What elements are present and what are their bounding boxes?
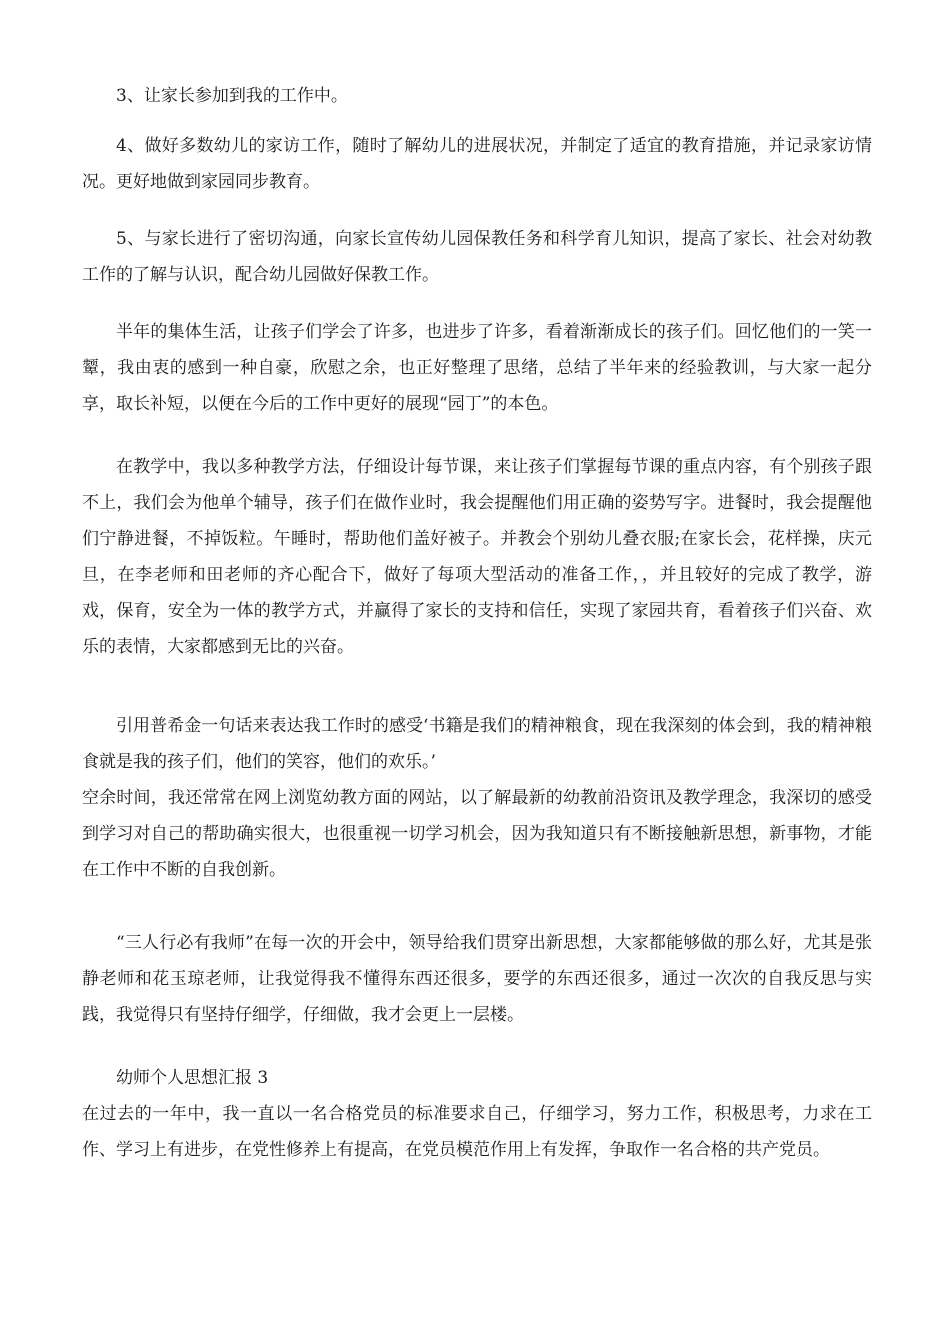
paragraph-half-year-summary: 半年的集体生活，让孩子们学会了许多，也进步了许多，看着渐渐成长的孩子们。回忆他们的一笑一颦，我由衷的感到一种自豪，欣慰之余，也正好整理了思绪，总结了半年来的经验教训，与大家一起分享，取长补短，以便在今后的工作中更好的展现“园丁”的本色。 [82,322,872,414]
paragraph-item-4: 4、做好多数幼儿的家访工作，随时了解幼儿的进展状况，并制定了适宜的教育措施，并记录家访情况。更好地做到家园同步教育。 [82,136,872,192]
paragraph-pushkin-quote: 引用普希金一句话来表达我工作时的感受‘书籍是我们的精神粮食，现在我深刻的体会到，我的精神粮食就是我的孩子们，他们的笑容，他们的欢乐。’ [82,716,872,772]
section-heading: 幼师个人思想汇报 3 [116,1068,269,1088]
paragraph-spare-time: 空余时间，我还常常在网上浏览幼教方面的网站，以了解最新的幼教前沿资讯及教学理念，我深切的感受到学习对自己的帮助确实很大，也很重视一切学习机会，因为我知道只有不断接触新思想，新事物，才能在工作中不断的自我创新。 [82,788,872,880]
paragraph-three-people: “三人行必有我师”在每一次的开会中，领导给我们贯穿出新思想，大家都能够做的那么好，尤其是张静老师和花玉琼老师，让我觉得我不懂得东西还很多，要学的东西还很多，通过一次次的自我反思与实践，我觉得只有坚持仔细学，仔细做，我才会更上一层楼。 [82,933,872,1025]
paragraph-item-3: 3、让家长参加到我的工作中。 [116,86,348,106]
paragraph-teaching: 在教学中，我以多种教学方法，仔细设计每节课，来让孩子们掌握每节课的重点内容，有个别孩子跟不上，我们会为他单个辅导，孩子们在做作业时，我会提醒他们用正确的姿势写字。进餐时，我会提醒他们宁静进餐，不掉饭粒。午睡时，帮助他们盖好被子。并教会个别幼儿叠衣服;在家长会，花样操，庆元旦，在李老师和田老师的齐心配合下，做好了每项大型活动的准备工作，，并且较好的完成了教学，游戏，保育，安全为一体的教学方式，并赢得了家长的支持和信任，实现了家园共育，看着孩子们兴奋、欢乐的表情，大家都感到无比的兴奋。 [82,457,872,657]
paragraph-party-member: 在过去的一年中，我一直以一名合格党员的标准要求自己，仔细学习，努力工作，积极思考，力求在工作、学习上有进步，在党性修养上有提高，在党员模范作用上有发挥，争取作一名合格的共产党员。 [82,1104,872,1160]
paragraph-item-5: 5、与家长进行了密切沟通，向家长宣传幼儿园保教任务和科学育儿知识，提高了家长、社会对幼教工作的了解与认识，配合幼儿园做好保教工作。 [82,229,872,285]
